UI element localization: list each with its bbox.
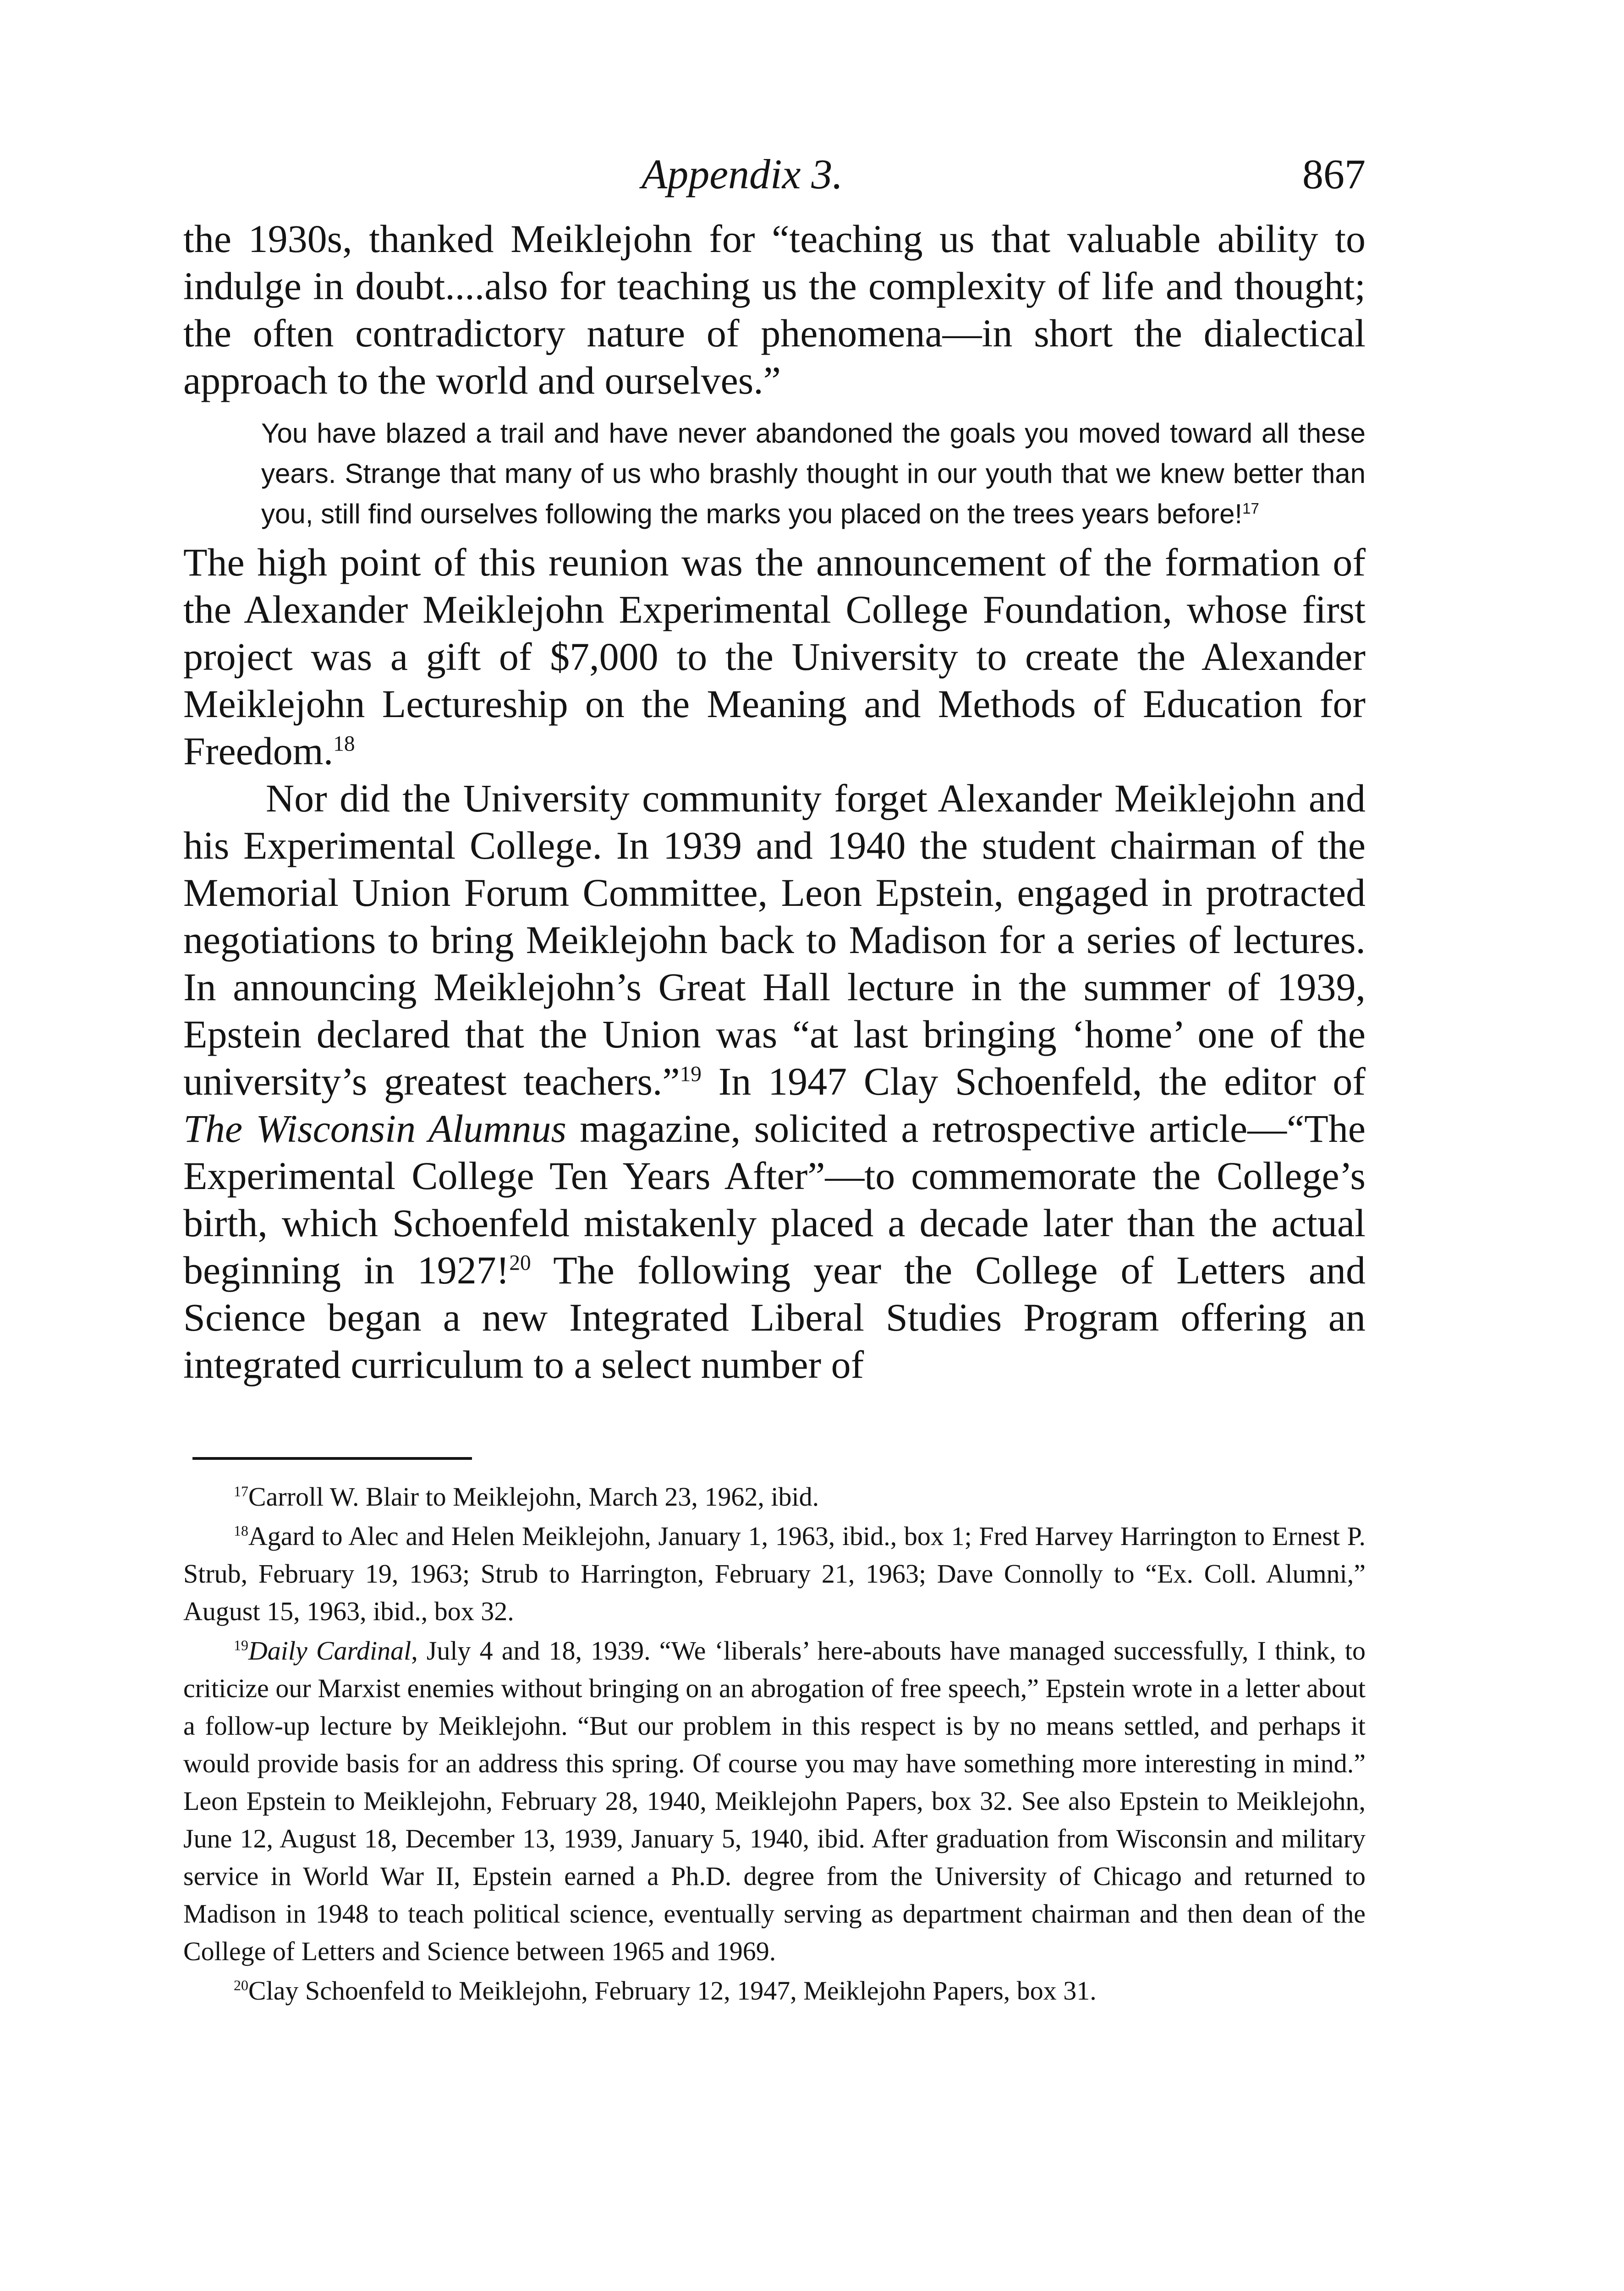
footnote-ref-18: 18 [333,732,355,756]
block-quote-text: You have blazed a trail and have never abandoned the goals you moved toward all these years. Strange that many of us who brashly thought in our youth that we knew better than you, still find ourselves following the marks you placed on the trees years before! [261,418,1366,529]
magazine-title: The Wisconsin Alumnus [183,1107,566,1151]
book-page [183,151,1366,2011]
footnote-17 [183,1478,1366,1516]
footnote-number: 19 [234,1637,248,1654]
footnote-number: 18 [234,1523,248,1539]
running-title: Appendix 3. [642,151,843,197]
footnote-number: 17 [234,1483,248,1500]
running-header [183,151,1366,215]
paragraph-3-part-d: The following year the College of Letters and Science began a new Integrated Liberal Studies Program offering an integrated curriculum to a select number of [183,1248,1366,1387]
paragraph-3-part-a: Nor did the University community forget Alexander Meiklejohn and his Experimental College. In 1939 and 1940 the student chairman of the Memorial Union Forum Committee, Leon Epstein, engaged in protracted negotiations to bring Meiklejohn back to Madison for a series of lectures. In announcing Meiklejohn’s Great Hall lecture in the summer of 1939, Epstein declared that the Union was “at last bringing ‘home’ one of the university’s greatest teachers.” [183,776,1366,1103]
footnote-rule [192,1457,472,1460]
footnote-text: Clay Schoenfeld to Meiklejohn, February 12, 1947, Meiklejohn Papers, box 31. [248,1976,1097,2006]
footnote-text: Carroll W. Blair to Meiklejohn, March 23, 1962, ibid. [248,1482,819,1512]
footnote-20 [183,1972,1366,2010]
paragraph-3-part-c: magazine, solicited a retrospective article—“The Experimental College Ten Years After”—to commemorate the College’s birth, which Schoenfeld mistakenly placed a decade later than the actual beginning in 1927! [183,1107,1366,1292]
footnote-number: 20 [234,1977,248,1994]
page-number: 867 [1302,151,1366,197]
footnote-ref-17: 17 [1242,500,1259,517]
paragraph-1: the 1930s, thanked Meiklejohn for “teaching us that valuable ability to indulge in doubt....also for teaching us the complexity of life and thought; the often contradictory nature of phenomena—in short the dialectical approach to the world and ourselves.” [183,217,1366,402]
footnote-ref-19: 19 [680,1062,702,1086]
footnotes [183,1478,1366,2010]
footnote-source: Daily Cardinal [248,1636,411,1666]
paragraph-2 [183,539,1366,775]
footnote-ref-20: 20 [509,1251,531,1275]
paragraph-3-part-b: In 1947 Clay Schoenfeld, the editor of [701,1059,1366,1103]
paragraph-2-text: The high point of this reunion was the announcement of the formation of the Alexander Meiklejohn Experimental College Foundation, whose first project was a gift of $7,000 to the University to create the Alexander Meiklejohn Lectureship on the Meaning and Methods of Education for Freedom. [183,540,1366,773]
footnote-text: , July 4 and 18, 1939. “We ‘liberals’ here-abouts have managed successfully, I think, to criticize our Marxist enemies without bringing on an abrogation of free speech,” Epstein wrote in a letter about a follow-up lecture by Meiklejohn. “But our problem in this respect is by no means settled, and perhaps it would provide basis for an address this spring. Of course you may have something more interesting in mind.” Leon Epstein to Meiklejohn, February 28, 1940, Meiklejohn Papers, box 32. See also Epstein to Meiklejohn, June 12, August 18, December 13, 1939, January 5, 1940, ibid. After graduation from Wisconsin and military service in World War II, Epstein earned a Ph.D. degree from the University of Chicago and returned to Madison in 1948 to teach political science, eventually serving as department chairman and then dean of the College of Letters and Science between 1965 and 1969. [183,1636,1366,1966]
paragraph-3 [183,775,1366,1388]
block-quote [261,413,1366,534]
footnote-18 [183,1518,1366,1630]
footnote-19 [183,1632,1366,1970]
footnote-text: Agard to Alec and Helen Meiklejohn, January 1, 1963, ibid., box 1; Fred Harvey Harrington to Ernest P. Strub, February 19, 1963; Strub to Harrington, February 21, 1963; Dave Connolly to “Ex. Coll. Alumni,” August 15, 1963, ibid., box 32. [183,1521,1366,1626]
